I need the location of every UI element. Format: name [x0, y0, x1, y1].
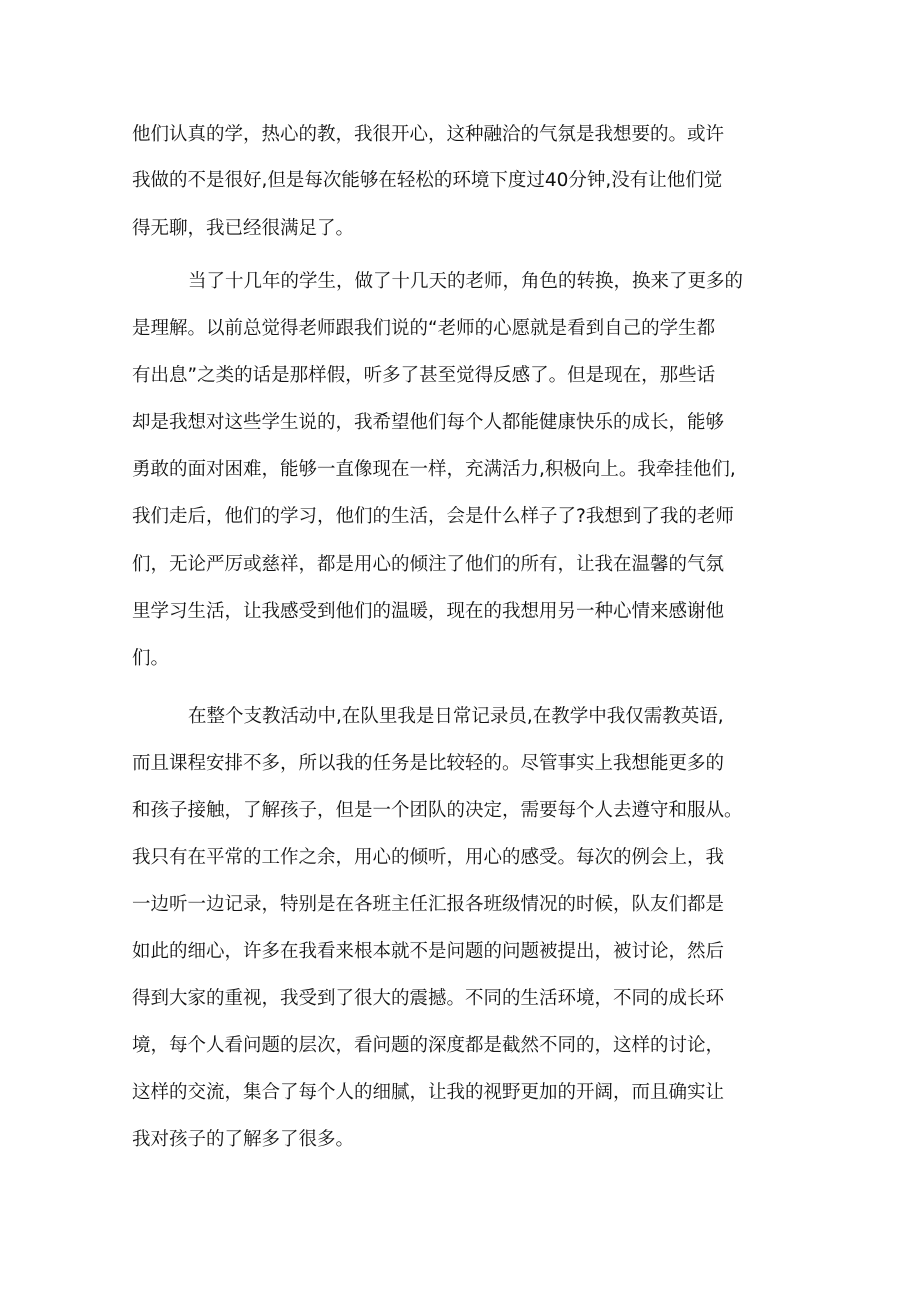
paragraph-2-line-9: 们。: [132, 648, 170, 669]
paragraph-3-line-4: 我只有在平常的工作之余，用心的倾听，用心的感受。每次的例会上，我: [132, 847, 725, 868]
paragraph-2-line-1: 当了十几年的学生，做了十几天的老师，角色的转换，换来了更多的: [188, 271, 744, 292]
paragraph-3-line-6: 如此的细心，许多在我看来根本就不是问题的问题被提出，被讨论，然后: [132, 941, 725, 962]
paragraph-2-line-3: 有出息”之类的话是那样假，听多了甚至觉得反感了。但是现在，那些话: [132, 365, 716, 386]
paragraph-2-line-8: 里学习生活，让我感受到他们的温暖，现在的我想用另一种心情来感谢他: [132, 601, 725, 622]
paragraph-3-line-9: 这样的交流，集合了每个人的细腻，让我的视野更加的开阔，而且确实让: [132, 1082, 725, 1103]
paragraph-2-line-7: 们，无论严厉或慈祥，都是用心的倾注了他们的所有，让我在温馨的气氛: [132, 554, 725, 575]
paragraph-3-line-10: 我对孩子的了解多了很多。: [132, 1129, 355, 1150]
paragraph-3-line-3: 和孩子接触，了解孩子，但是一个团队的决定，需要每个人去遵守和服从。: [132, 800, 743, 821]
paragraph-1-line-3: 得无聊，我已经很满足了。: [132, 218, 355, 239]
paragraph-3-line-2: 而且课程安排不多，所以我的任务是比较轻的。尽管事实上我想能更多的: [132, 753, 725, 774]
paragraph-3-line-1: 在整个支教活动中,在队里我是日常记录员,在教学中我仅需教英语,: [188, 706, 724, 727]
paragraph-2-line-6: 我们走后，他们的学习，他们的生活，会是什么样子了?我想到了我的老师: [132, 506, 734, 527]
paragraph-2-line-4: 却是我想对这些学生说的，我希望他们每个人都能健康快乐的成长，能够: [132, 412, 725, 433]
paragraph-1-line-2: 我做的不是很好,但是每次能够在轻松的环境下度过40分钟,没有让他们觉: [132, 170, 723, 191]
paragraph-1-line-1: 他们认真的学，热心的教，我很开心，这种融洽的气氛是我想要的。或许: [132, 124, 725, 145]
paragraph-3-line-5: 一边听一边记录，特别是在各班主任汇报各班级情况的时候，队友们都是: [132, 894, 725, 915]
paragraph-2-line-5: 勇敢的面对困难，能够一直像现在一样，充满活力,积极向上。我牵挂他们,: [132, 459, 736, 480]
paragraph-3-line-8: 境，每个人看问题的层次，看问题的深度都是截然不同的，这样的讨论，: [132, 1035, 725, 1056]
paragraph-2-line-2: 是理解。以前总觉得老师跟我们说的“老师的心愿就是看到自己的学生都: [132, 318, 716, 339]
paragraph-3-line-7: 得到大家的重视，我受到了很大的震撼。不同的生活环境，不同的成长环: [132, 988, 725, 1009]
